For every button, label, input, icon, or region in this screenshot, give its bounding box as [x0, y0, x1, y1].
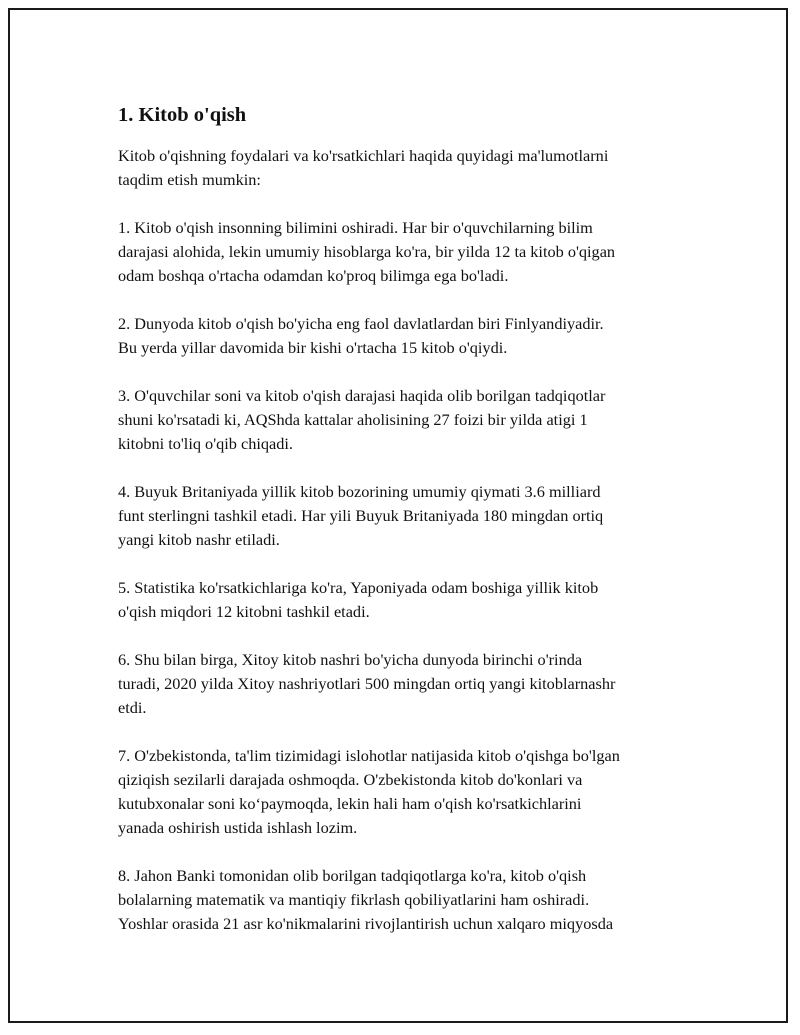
intro-paragraph: [118, 144, 703, 192]
list-item-7: [118, 744, 703, 840]
document-body: [118, 102, 703, 960]
text-line: yangi kitob nashr etiladi.: [118, 530, 280, 549]
text-line: taqdim etish mumkin:: [118, 170, 261, 189]
text-line: turadi, 2020 yilda Xitoy nashriyotlari 500 mingdan ortiq yangi kitoblarnashr: [118, 674, 616, 693]
text-line: odam boshqa o'rtacha odamdan ko'proq bilimga ega bo'ladi.: [118, 266, 509, 285]
list-item-1: [118, 216, 703, 288]
list-item-8: [118, 864, 703, 936]
text-line: darajasi alohida, lekin umumiy hisoblarga ko'ra, bir yilda 12 ta kitob o'qigan: [118, 242, 616, 261]
text-line: etdi.: [118, 698, 147, 717]
text-line: 6. Shu bilan birga, Xitoy kitob nashri bo'yicha dunyoda birinchi o'rinda: [118, 650, 583, 669]
text-line: 7. O'zbekistonda, ta'lim tizimidagi islohotlar natijasida kitob o'qishga bo'lgan: [118, 746, 620, 765]
text-line: 2. Dunyoda kitob o'qish bo'yicha eng faol davlatlardan biri Finlyandiyadir.: [118, 314, 604, 333]
text-line: yanada oshirish ustida ishlash lozim.: [118, 818, 358, 837]
text-line: shuni ko'rsatadi ki, AQShda kattalar aholisining 27 foizi bir yilda atigi 1: [118, 410, 588, 429]
page-frame: [8, 8, 788, 1023]
text-line: funt sterlingni tashkil etadi. Har yili Buyuk Britaniyada 180 mingdan ortiq: [118, 506, 604, 525]
text-line: o'qish miqdori 12 kitobni tashkil etadi.: [118, 602, 370, 621]
list-item-3: [118, 384, 703, 456]
text-line: 8. Jahon Banki tomonidan olib borilgan tadqiqotlarga ko'ra, kitob o'qish: [118, 866, 587, 885]
text-line: Bu yerda yillar davomida bir kishi o'rtacha 15 kitob o'qiydi.: [118, 338, 508, 357]
text-line: Yoshlar orasida 21 asr ko'nikmalarini rivojlantirish uchun xalqaro miqyosda: [118, 914, 614, 933]
document-heading: 1. Kitob o'qish: [118, 104, 247, 126]
text-line: 5. Statistika ko'rsatkichlariga ko'ra, Yaponiyada odam boshiga yillik kitob: [118, 578, 599, 597]
list-item-2: [118, 312, 703, 360]
text-line: Kitob o'qishning foydalari va ko'rsatkichlari haqida quyidagi ma'lumotlarni: [118, 146, 609, 165]
text-line: 4. Buyuk Britaniyada yillik kitob bozorining umumiy qiymati 3.6 milliard: [118, 482, 601, 501]
text-line: kitobni to'liq o'qib chiqadi.: [118, 434, 293, 453]
list-item-6: [118, 648, 703, 720]
text-line: bolalarning matematik va mantiqiy fikrlash qobiliyatlarini ham oshiradi.: [118, 890, 590, 909]
text-line: kutubxonalar soni ko‘paymoqda, lekin hali ham o'qish ko'rsatkichlarini: [118, 794, 582, 813]
list-item-5: [118, 576, 703, 624]
text-line: 3. O'quvchilar soni va kitob o'qish darajasi haqida olib borilgan tadqiqotlar: [118, 386, 606, 405]
list-item-4: [118, 480, 703, 552]
text-line: qiziqish sezilarli darajada oshmoqda. O'zbekistonda kitob do'konlari va: [118, 770, 583, 789]
text-line: 1. Kitob o'qish insonning bilimini oshiradi. Har bir o'quvchilarning bilim: [118, 218, 593, 237]
